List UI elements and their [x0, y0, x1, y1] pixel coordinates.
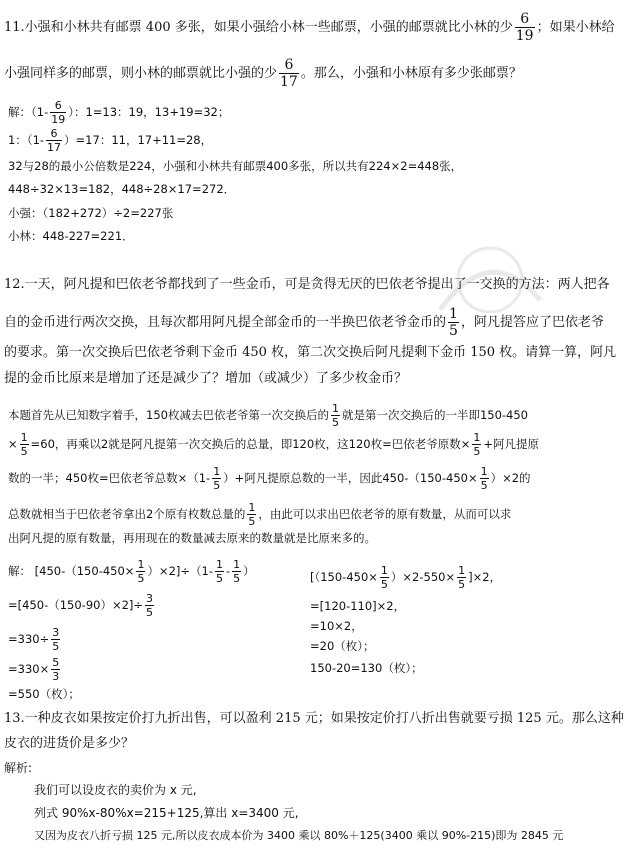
p12-solution-right-line5: 150-20=130（枚）； [310, 661, 423, 675]
fraction-6-17: $\frac{6}{17}$ [280, 57, 298, 90]
p12-question-line4: 提的金币比原来是增加了还是减少了？增加（或减少）了多少枚金币？ [4, 371, 408, 386]
p11-question-line2: 小强同样多的邮票，则小林的邮票就比小强的少 $\frac{6}{17}$ 。那么，小强和小林原有多少张邮票？ [4, 57, 522, 90]
p12-solution-left-line2: =[450-（150-90）×2]÷ $\frac{3}{5}$ [8, 592, 154, 619]
p12-question-line3: 的要求。第一次交换后巴依老爷剩下金币 450 枚，第二次交换后阿凡提剩下金币 150 枚。请算一算，阿凡 [4, 345, 617, 360]
p12-solution-left-line4: =330× $\frac{5}{3}$ [8, 656, 60, 683]
p12-question-line1: 12.一天，阿凡提和巴依老爷都找到了一些金币，可是贪得无厌的巴依老爷提出了一交换的方法：两人把各 [4, 277, 610, 292]
p11-solution-line5: 小强：（182+272）÷2=227张 [8, 206, 174, 220]
p12-solution-right-line4: =20（枚）； [310, 639, 375, 653]
fraction-6-19: $\frac{6}{19}$ [515, 11, 534, 44]
p11-solution-line4: 448÷32×13=182，448÷28×17=272． [8, 182, 236, 196]
p12-solution-right-line1: [（150-450× $\frac{1}{5}$ ）×2-550× $\frac{1}{5}$ ]×2， [310, 564, 502, 591]
p12-solution-right-line2: =[120-110]×2， [310, 599, 406, 613]
p12-solution-right-line3: =10×2， [310, 619, 363, 633]
p12-explanation-line4: 总数就相当于巴依老爷拿出2个原有枚数总量的 $\frac{1}{5}$ ，由此可以求出巴依老爷的原有数量，从而可以求 [8, 501, 512, 528]
p13-analysis-line2: 列式 90%x-80%x=215+125,算出 x=3400 元, [34, 806, 299, 820]
p12-explanation-line1: 本题首先从已知数字着手，150枚减去巴依老爷第一次交换后的 $\frac{1}{5}$ 就是第一次交换后的一半即150-450 [8, 402, 529, 429]
p11-solution-line1: 解：（1- $\frac{6}{19}$ ）：1=13：19，13+19=32； [8, 99, 230, 126]
p12-explanation-line3: 数的一半；450枚=巴依老爷总数×（1- $\frac{1}{5}$ ）+阿凡提原总数的一半，因此450-（150-450× $\frac{1}{5}$ ）×2的 [8, 465, 531, 492]
p12-explanation-line2: × $\frac{1}{5}$ =60，再乘以2就是阿凡提第一次交换后的总量，即120枚，这120枚=巴依老爷原数× $\frac{1}{5}$ +阿凡提原 [8, 431, 540, 458]
p13-analysis-label: 解析: [4, 761, 33, 775]
p12-solution-left-line3: =330÷ $\frac{3}{5}$ [8, 626, 60, 653]
p13-question-line1: 13.一种皮衣如果按定价打九折出售，可以盈利 215 元；如果按定价打八折出售就要亏损 125 元。那么这种 [4, 711, 624, 726]
p12-solution-left-line1: 解： [450-（150-450× $\frac{1}{5}$ ）×2]÷（1- $\frac{1}{5}$ - $\frac{1}{5}$ ） [8, 558, 255, 585]
p12-explanation-line5: 出阿凡提的原有数量，再用现在的数量减去原来的数量就是比原来多的。 [8, 531, 376, 545]
p11-solution-line6: 小林：448-227=221． [8, 229, 134, 243]
p13-analysis-line3: 又因为皮衣八折亏损 125 元,所以皮衣成本价为 3400 乘以 80%＋125(3400 乘以 90%-215)即为 2845 元 [34, 829, 564, 842]
p13-question-line2: 皮衣的进货价是多少？ [4, 736, 135, 751]
p11-solution-line3: 32与28的最小公倍数是224，小强和小林共有邮票400多张，所以共有224×2=448张， [8, 159, 463, 173]
p13-analysis-line1: 我们可以设皮衣的卖价为 x 元, [34, 783, 197, 797]
p11-question-line1: 11.小强和小林共有邮票 400 多张，如果小强给小林一些邮票，小强的邮票就比小林的少 $\frac{6}{19}$ ；如果小林给 [4, 11, 615, 44]
p11-solution-line2: 1：（1- $\frac{6}{17}$ ）=17：11，17+11=28， [8, 127, 213, 154]
p12-question-line2: 自的金币进行两次交换，且每次都用阿凡提全部金币的一半换巴依老爷金币的 $\frac{1}{5}$ ，阿凡提答应了巴依老爷 [4, 306, 604, 339]
p12-solution-left-line5: =550（枚）； [8, 687, 80, 701]
